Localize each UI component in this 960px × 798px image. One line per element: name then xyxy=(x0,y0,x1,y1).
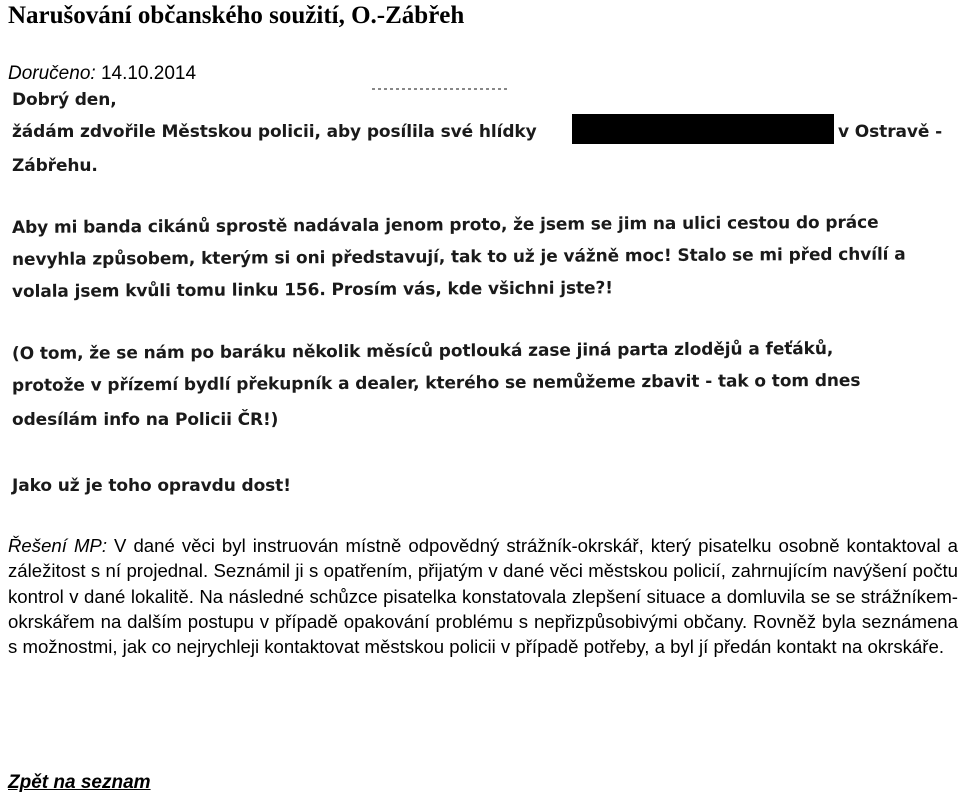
letter-line: volala jsem kvůli tomu linku 156. Prosím vás, kde všichni jste?! xyxy=(11,278,613,302)
letter-line: (O tom, že se nám po baráku několik měsíců potlouká zase jiná parta zlodějů a feťáků, xyxy=(11,338,834,364)
solution-paragraph xyxy=(8,533,958,659)
letter-line: odesílám info na Policii ČR!) xyxy=(12,410,279,430)
scanned-letter xyxy=(0,86,960,506)
delivered-label: Doručeno: xyxy=(8,63,96,84)
page-title: Narušování občanského soužití, O.-Zábřeh xyxy=(8,2,465,29)
letter-line: protože v přízemí bydlí překupník a dealer, kterého se nemůžeme zbavit - tak o tom dnes xyxy=(11,370,861,396)
solution-text: V dané věci byl instruován místně odpovědný strážník-okrskář, který pisatelku osobně kontaktoval a záležitost s ní projednal. Seznámil ji s opatřením, přijatým v dané věci městskou policií, zahrnujícím navýšení počtu kontrol v dané lokalitě. Na následné schůzce pisatelka konstatovala zlepšení situace a domluvila se se strážníkem-okrskářem na dalším postupu v případě opakování problému s nepřizpůsobivými občany. Rovněž byla seznámena s možnostmi, jak co nejrychleji kontaktovat městskou policii v případě potřeby, a byl jí předán kontakt na okrskáře. xyxy=(8,535,958,658)
redaction-bar xyxy=(572,114,834,144)
solution-label: Řešení MP: xyxy=(8,535,107,556)
letter-line: žádám zdvořile Městskou policii, aby posílila své hlídky xyxy=(12,122,537,142)
letter-line: nevyhla způsobem, kterým si oni představují, tak to už je vážně moc! Stalo se mi před chvílí a xyxy=(11,244,906,270)
back-to-list-link[interactable]: Zpět na seznam xyxy=(8,772,151,793)
delivered-date: 14.10.2014 xyxy=(100,63,197,84)
letter-line: Aby mi banda cikánů sprostě nadávala jenom proto, že jsem se jim na ulici cestou do práce xyxy=(11,212,879,238)
letter-line: v Ostravě - xyxy=(838,122,943,142)
scan-artifact xyxy=(372,88,510,90)
letter-line: Dobrý den, xyxy=(12,90,117,110)
letter-line: Zábřehu. xyxy=(12,156,98,176)
letter-line: Jako už je toho opravdu dost! xyxy=(12,476,291,496)
delivered-date-row xyxy=(8,62,196,86)
